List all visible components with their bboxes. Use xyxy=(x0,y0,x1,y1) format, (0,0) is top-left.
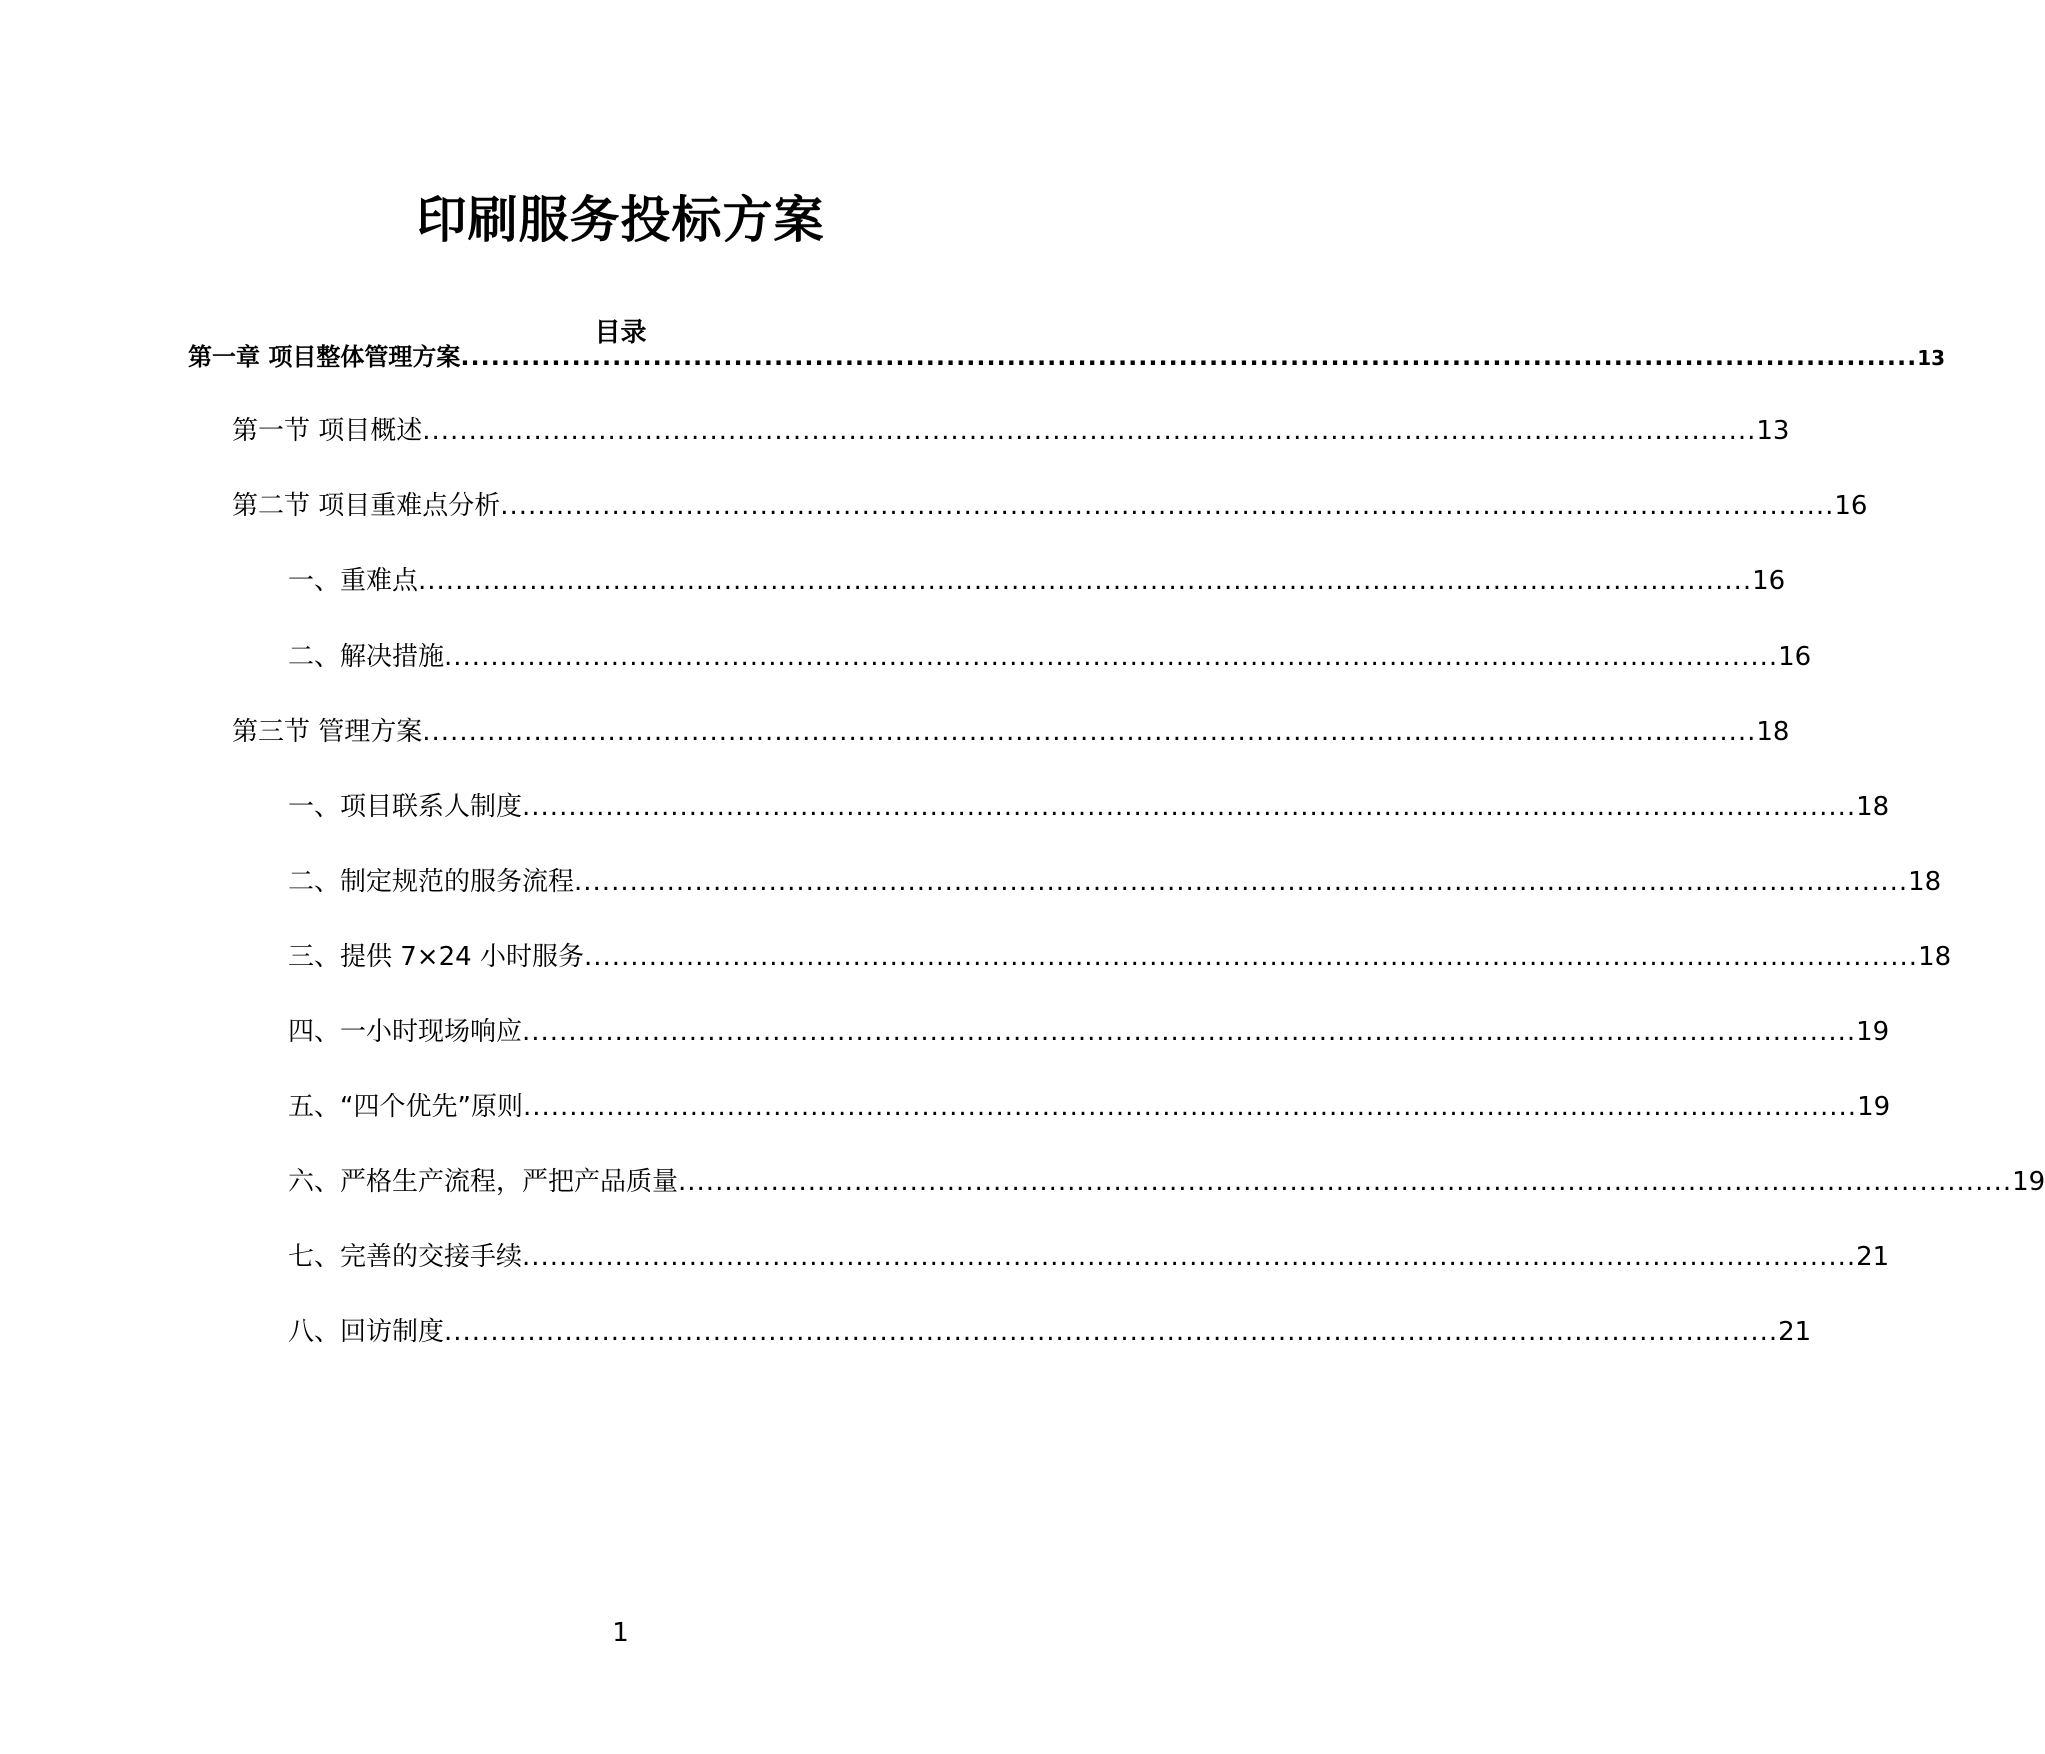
toc-entry-label: 五、“四个优先”原则 xyxy=(288,1092,523,1122)
toc-leader-dots: ................................................................................................................................................ xyxy=(678,1167,2013,1197)
toc-heading: 目录 xyxy=(594,318,647,348)
toc-leader-dots: ................................................................................................................................................ xyxy=(422,717,1757,747)
toc-entry-page: 19 xyxy=(2012,1167,2045,1197)
toc-entry-item[interactable] xyxy=(288,861,1942,898)
page-number: 1 xyxy=(612,1618,629,1648)
toc-entry-page: 19 xyxy=(1856,1017,1890,1047)
toc-entry-page: 18 xyxy=(1918,942,1952,972)
toc-leader-dots: ................................................................................................................................................ xyxy=(522,1092,1858,1122)
toc-entry-page: 16 xyxy=(1834,491,1868,521)
toc-entry-page: 13 xyxy=(1756,416,1790,446)
toc-entry-section-2[interactable] xyxy=(232,485,1868,522)
toc-entry-section-3[interactable] xyxy=(232,711,1790,748)
toc-leader-dots: ................................................................................................................................................ xyxy=(522,1242,1857,1272)
toc-entry-label: 一、项目联系人制度 xyxy=(288,792,523,822)
toc-leader-dots: ................................................................................................................................................ xyxy=(574,867,1909,897)
toc-entry-page: 18 xyxy=(1756,717,1790,747)
toc-entry-label: 第二节 项目重难点分析 xyxy=(232,491,501,521)
toc-entry-page: 21 xyxy=(1778,1317,1812,1347)
toc-entry-page: 16 xyxy=(1752,566,1786,596)
toc-entry-item[interactable] xyxy=(288,636,1812,673)
toc-entry-item[interactable] xyxy=(288,786,1890,823)
toc-entry-label: 二、制定规范的服务流程 xyxy=(288,867,575,897)
toc-leader-dots: ................................................................................................................................................ xyxy=(583,942,1919,972)
document-title: 印刷服务投标方案 xyxy=(416,191,825,249)
toc-entry-label: 第一节 项目概述 xyxy=(232,416,423,446)
toc-leader-dots: ................................................................................................................................................ xyxy=(500,491,1835,521)
toc-leader-dots: ................................................................................................................................................ xyxy=(444,1317,1779,1347)
toc-leader-dots: ................................................................................................................................................ xyxy=(522,1017,1857,1047)
toc-leader-dots: ................................................................................................................................................ xyxy=(444,642,1779,672)
toc-entry-label: 八、回访制度 xyxy=(288,1317,445,1347)
toc-entry-label: 三、提供 7×24 小时服务 xyxy=(288,942,584,972)
toc-entry-section-1[interactable] xyxy=(232,410,1790,447)
toc-entry-item[interactable] xyxy=(288,560,1786,597)
toc-entry-item[interactable] xyxy=(288,936,1952,973)
toc-entry-page: 18 xyxy=(1856,792,1890,822)
toc-entry-item[interactable] xyxy=(288,1011,1890,1048)
toc-entry-label: 一、重难点 xyxy=(288,566,419,596)
toc-entry-label: 六、严格生产流程，严把产品质量 xyxy=(288,1167,679,1197)
toc-entry-chapter-1[interactable] xyxy=(188,337,1946,372)
toc-entry-item[interactable] xyxy=(288,1236,1890,1273)
toc-entry-item[interactable] xyxy=(288,1086,1891,1123)
toc-entry-label: 四、一小时现场响应 xyxy=(288,1017,523,1047)
toc-leader-dots: ................................................................................................................................................ xyxy=(522,792,1857,822)
toc-entry-label: 第三节 管理方案 xyxy=(232,717,423,747)
toc-entry-page: 13 xyxy=(1917,346,1946,370)
toc-entry-label: 第一章 项目整体管理方案 xyxy=(188,343,461,371)
toc-entry-item[interactable] xyxy=(288,1161,2045,1198)
toc-entry-item[interactable] xyxy=(288,1311,1812,1348)
toc-entry-page: 19 xyxy=(1857,1092,1891,1122)
toc-entry-page: 18 xyxy=(1908,867,1942,897)
toc-leader-dots: ................................................................................................................................................ xyxy=(460,343,1918,371)
toc-entry-page: 16 xyxy=(1778,642,1812,672)
toc-entry-label: 七、完善的交接手续 xyxy=(288,1242,523,1272)
toc-entry-page: 21 xyxy=(1856,1242,1890,1272)
toc-leader-dots: ................................................................................................................................................ xyxy=(422,416,1757,446)
toc-leader-dots: ................................................................................................................................................ xyxy=(418,566,1753,596)
toc-entry-label: 二、解决措施 xyxy=(288,642,445,672)
